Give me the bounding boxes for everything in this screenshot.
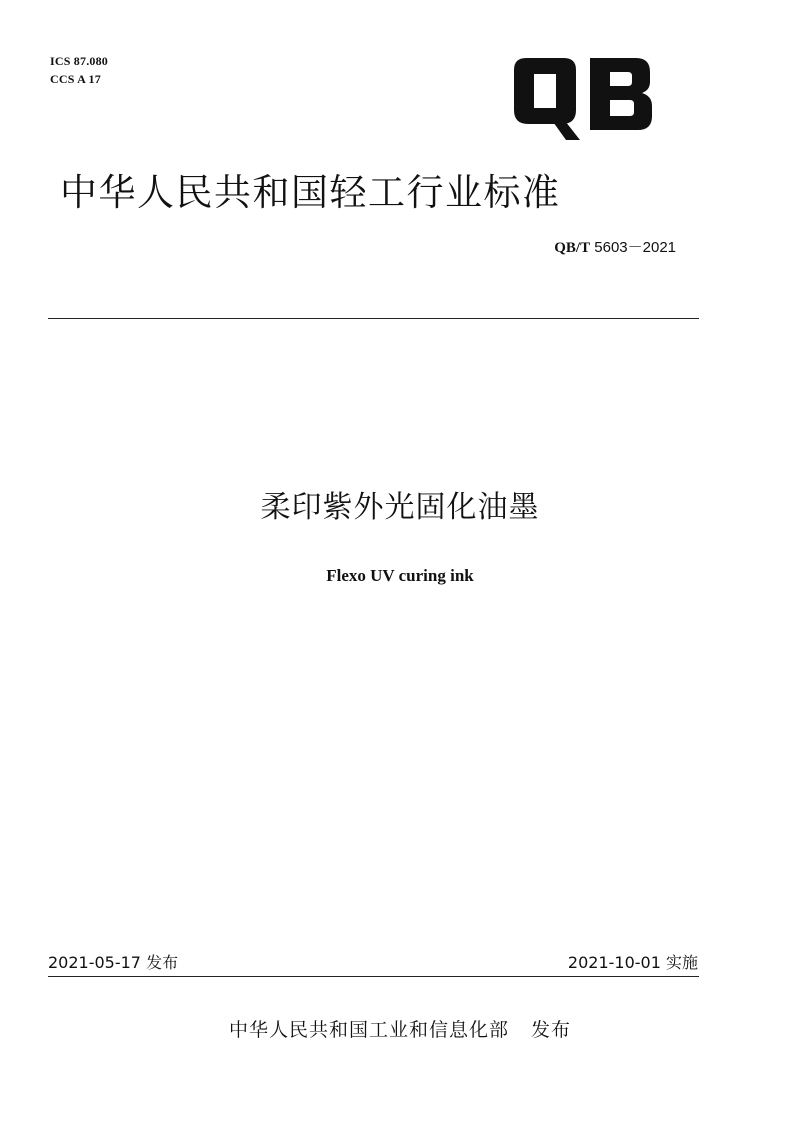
ccs-code: CCS A 17 (50, 72, 101, 86)
header-divider (48, 318, 699, 319)
standard-prefix: QB/T (554, 240, 591, 256)
issue-date: 2021-05-17 发布 (48, 953, 179, 972)
issuer-name: 中华人民共和国工业和信息化部 (228, 1019, 509, 1041)
issuer-line (0, 1015, 800, 1042)
issuing-body-title: 中华人民共和国轻工行业标准 (60, 171, 561, 214)
qb-logo (506, 50, 656, 142)
ics-code: ICS 87.080 (50, 54, 109, 68)
footer-divider (48, 976, 699, 977)
issuer-action: 发布 (531, 1019, 572, 1041)
standard-number (554, 236, 676, 257)
standard-code: 5603－2021 (590, 239, 676, 256)
standard-title-english: Flexo UV curing ink (326, 566, 474, 585)
implementation-date: 2021-10-01 实施 (567, 953, 698, 972)
standard-title-chinese: 柔印紫外光固化油墨 (260, 490, 540, 525)
